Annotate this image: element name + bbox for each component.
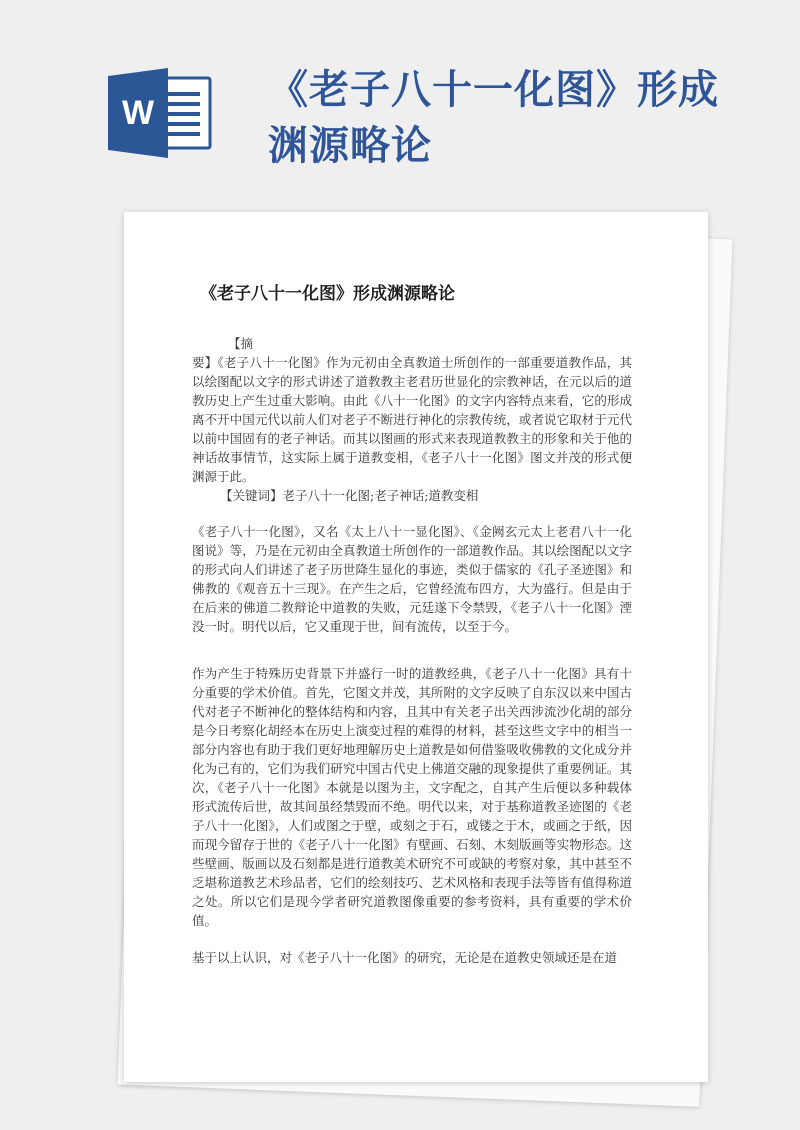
paragraph-2: 作为产生于特殊历史背景下并盛行一时的道教经典，《老子八十一化图》具有十分重要的学术价值。首先，它图文并茂，其所附的文字反映了自东汉以来中国古代对老子不断神化的整体结构和内容，且其中有关老子出关西涉流沙化胡的部分是今日考察化胡经本在历史上演变过程的难得的材料，甚至这些文字中的相当一部分内容也有助于我们更好地理解历史上道教是如何借鉴吸收佛教的文化成分并化为己有的，它们为我们研究中国古代史上佛道交融的现象提供了重要例证。其次，《老子八十一化图》本就是以图为主，文字配之，自其产生后便以多种载体形式流传后世，故其间虽经禁毁而不绝。明代以来，对于基称道教圣迹图的《老子八十一化图》，人们或图之于壁，或刻之于石，或镂之于木，或画之于纸，因而现今留存于世的《老子八十一化图》有壁画、石刻、木刻版画等实物形态。这些壁画、版画以及石刻都是进行道教美术研究不可或缺的考察对象，其中甚至不乏堪称道教艺术珍品者，它们的绘刻技巧、艺术风格和表现手法等皆有值得称道之处。所以它们是现今学者研究道教图像重要的参考资料，具有重要的学术价值。 <box>192 666 632 928</box>
abstract-text: 要】《老子八十一化图》作为元初由全真教道士所创作的一部重要道教作品，其以绘图配以文字的形式讲述了道教教主老君历世显化的宗教神话，在元以后的道教历史上产生过重大影响。由此《八十一化图》的文字内容特点来看，它的形成离不开中国元代以前人们对老子不断进行神化的宗教传统，或者说它取材于元代以前中国固有的老子神话。而其以图画的形式来表现道教教主的形象和关于他的神话故事情节，这实际上属于道教变相，《老子八十一化图》图文并茂的形式便渊源于此。 <box>192 355 632 484</box>
word-document-icon <box>108 68 212 158</box>
paragraph-3: 基于以上认识，对《老子八十一化图》的研究，无论是在道教史领域还是在道 <box>192 950 618 965</box>
document-title: 《老子八十一化图》形成渊源略论 <box>200 284 455 304</box>
header-title: 《老子八十一化图》形成渊源略论 <box>268 67 719 169</box>
keywords: 【关键词】老子八十一化图;老子神话;道教变相 <box>220 488 479 503</box>
svg-text:W: W <box>121 94 155 132</box>
document-page <box>124 212 708 1082</box>
paragraph-1: 《老子八十一化图》，又名《太上八十一显化图》、《金阙玄元太上老君八十一化图说》等，乃是在元初由全真教道士所创作的一部道教作品。其以绘图配以文字的形式向人们讲述了老子历世降生显化的事迹，类似于儒家的《孔子圣迹图》和佛教的《观音五十三现》。在产生之后，它曾经流布四方，大为盛行。但是由于在后来的佛道二教辩论中道教的失败，元廷遂下令禁毁，《老子八十一化图》湮没一时。明代以后，它又重现于世，间有流传，以至于今。 <box>192 524 632 634</box>
abstract-label: 【摘 <box>228 336 254 351</box>
